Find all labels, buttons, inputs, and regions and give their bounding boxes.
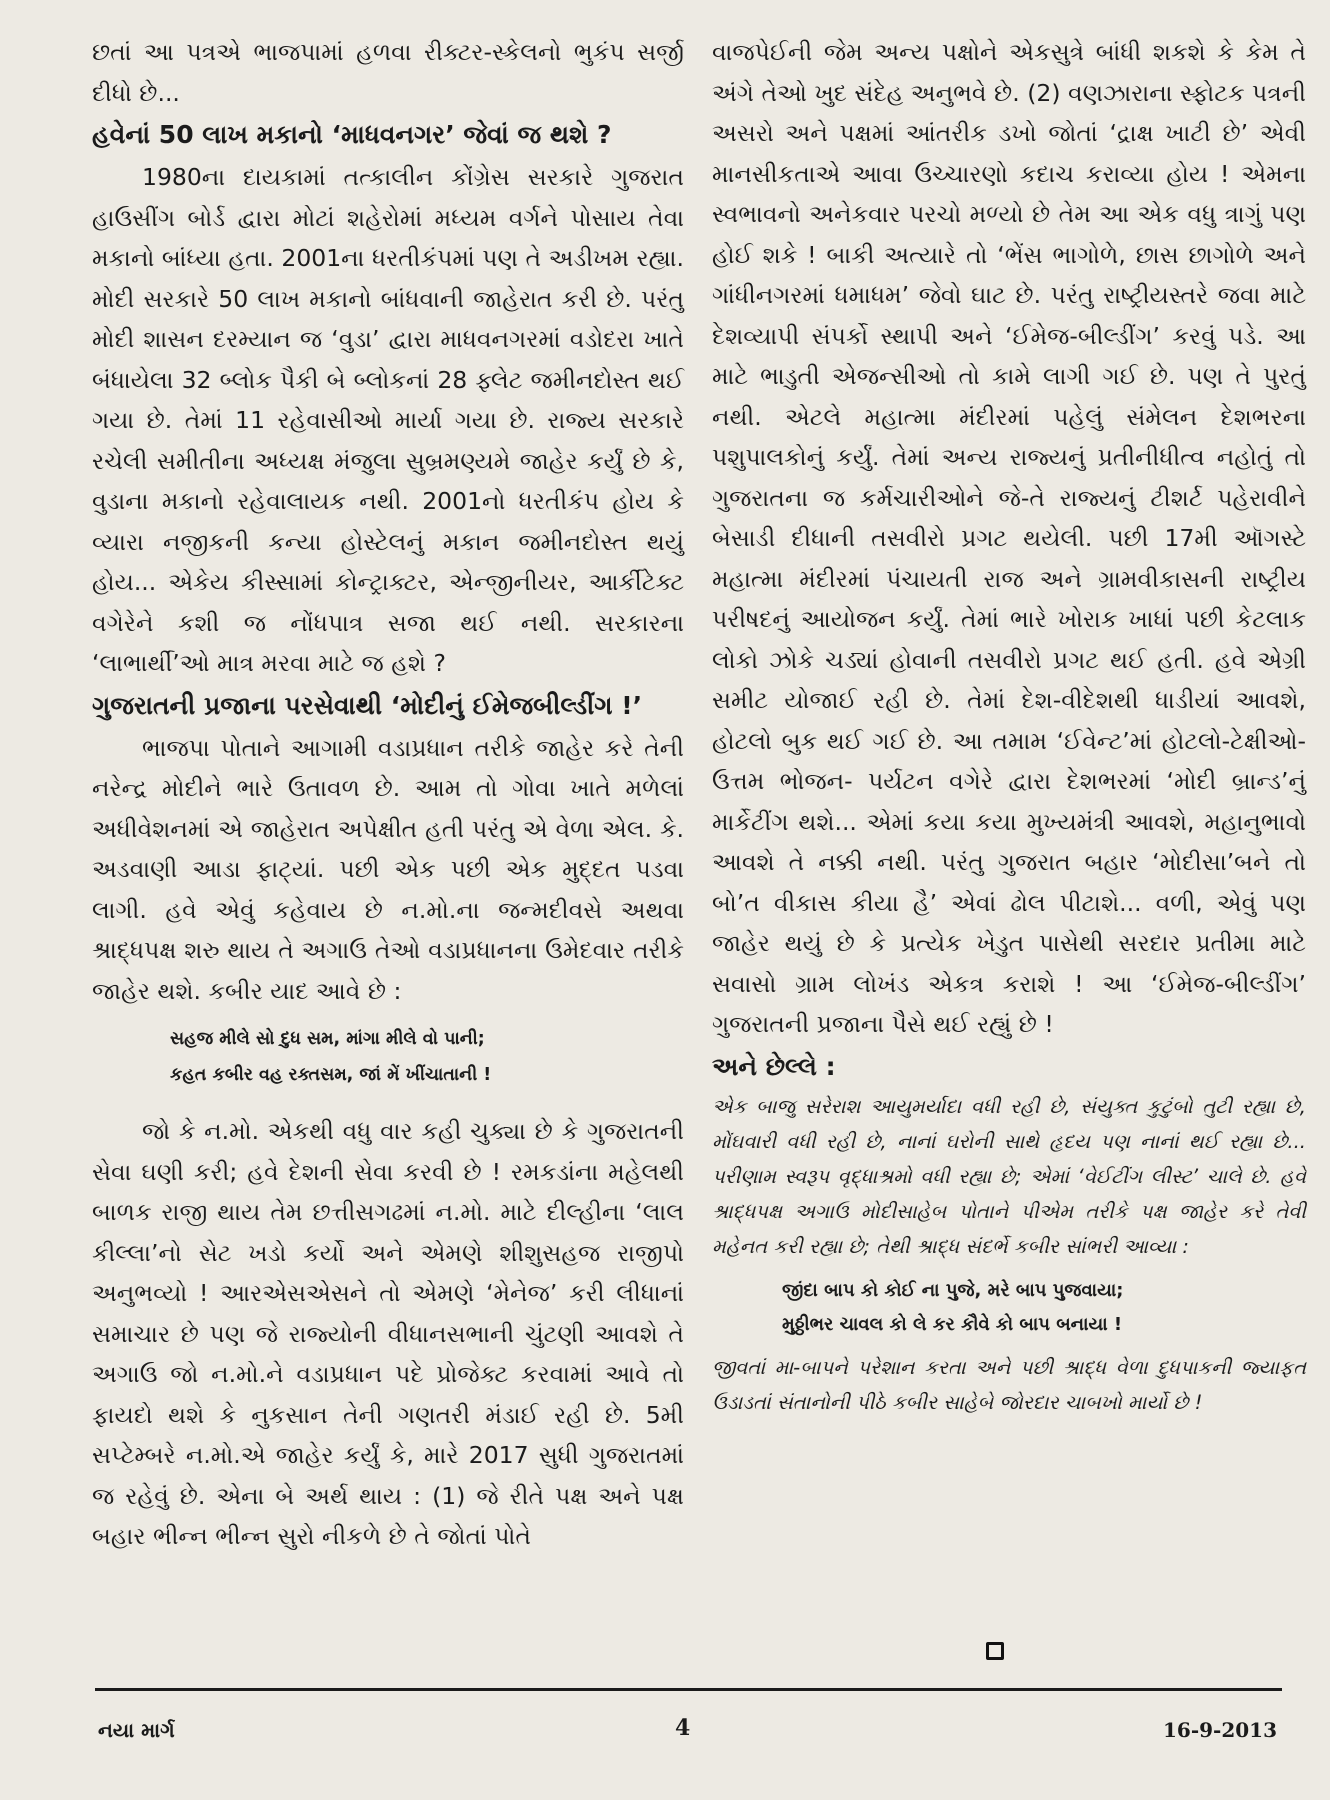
heading-madhavnagar: હવેનાં 50 લાખ મકાનો ‘માધવનગર’ જેવાં જ થશે ? [92, 120, 612, 149]
right-column [712, 32, 1306, 1420]
couplet-line-4: મુઠ્ઠીભર ચાવલ કો લે કર કૌવે કો બાપ બનાયા ! [782, 1313, 1123, 1335]
right-paragraph-1: વાજપેઈની જેમ અન્ય પક્ષોને એકસુત્રે બાંધી શકશે કે કેમ તે અંગે તેઓ ખુદ સંદેહ અનુભવે છે. (2) વણઝારાના સ્ફોટક પત્રની અસરો અને પક્ષમાં આંતરીક ડખો જોતાં ‘દ્રાક્ષ ખાટી છે’ એવી માનસીકતાએ આવા ઉચ્ચારણો કદાચ કરાવ્યા હોય ! એમના સ્વભાવનો અનેકવાર પરચો મળ્યો છે તેમ આ એક વધુ ત્રાગું પણ હોઈ શકે ! બાકી અત્યારે તો ‘ભેંસ ભાગોળે, છાસ છાગોળે અને ગાંધીનગરમાં ધમાધમ’ જેવો ઘાટ છે. પરંતુ રાષ્ટ્રીયસ્તરે જવા માટે દેશવ્યાપી સંપર્કો સ્થાપી અને ‘ઈમેજ-બીલ્ડીંગ’ કરવું પડે. આ માટે ભાડુતી એજન્સીઓ તો કામે લાગી ગઈ છે. પણ તે પુરતું નથી. એટલે મહાત્મા મંદીરમાં પહેલું સંમેલન દેશભરના પશુપાલકોનું કર્યું. તેમાં અન્ય રાજ્યનું પ્રતીનીધીત્વ નહોતું તો ગુજરાતના જ કર્મચારીઓને જે-તે રાજ્યનું ટીશર્ટ પહેરાવીને બેસાડી દીધાની તસવીરો પ્રગટ થયેલી. પછી 17મી ઑગસ્ટે મહાત્મા મંદીરમાં પંચાયતી રાજ અને ગ્રામવીકાસની રાષ્ટ્રીય પરીષદનું આયોજન કર્યું. તેમાં ભારે ખોરાક ખાધાં પછી કેટલાક લોકો ઝોકે ચડ્યાં હોવાની તસવીરો પ્રગટ થઈ હતી. હવે એગ્રી સમીટ યોજાઈ રહી છે. તેમાં દેશ-વીદેશથી ધાડીયાં આવશે, હોટલો બુક થઈ ગઈ છે. આ તમામ ‘ઈવેન્ટ’માં હોટલો-ટેક્ષીઓ-ઉત્તમ ભોજન- પર્યટન વગેરે દ્વારા દેશભરમાં ‘મોદી બ્રાન્ડ’નું માર્કેટીંગ થશે... એમાં કયા કયા મુખ્યમંત્રી આવશે, મહાનુભાવો આવશે તે નક્કી નથી. પરંતુ ગુજરાત બહાર ‘મોદીસા’બને તો બો’ત વીકાસ કીયા હૈ’ એવાં ઢોલ પીટાશે... વળી, એવું પણ જાહેર થયું છે કે પ્રત્યેક ખેડુત પાસેથી સરદાર પ્રતીમા માટે સવાસો ગ્રામ લોખંડ એકત્ર કરાશે ! આ ‘ઈમેજ-બીલ્ડીંગ’ ગુજરાતની પ્રજાના પૈસે થઈ રહ્યું છે ! [712, 38, 1306, 1038]
left-column [92, 32, 684, 1557]
page-number: 4 [675, 1715, 691, 1741]
left-paragraph-4: જો કે ન.મો. એકથી વધુ વાર કહી ચુક્યા છે કે ગુજરાતની સેવા ઘણી કરી; હવે દેશની સેવા કરવી છે ! રમકડાંના મહેલથી બાળક રાજી થાય તેમ છત્તીસગઢમાં ન.મો. માટે દીલ્હીના ‘લાલ કીલ્લા’નો સેટ ખડો કર્યો અને એમણે શીશુસહજ રાજીપો અનુભવ્યો ! આરએસએસને તો એમણે ‘મેનેજ’ કરી લીધાનાં સમાચાર છે પણ જે રાજ્યોની વીધાનસભાની ચુંટણી આવશે તે અગાઉ જો ન.મો.ને વડાપ્રધાન પદે પ્રોજેક્ટ કરવામાં આવે તો ફાયદો થશે કે નુકસાન તેની ગણતરી મંડાઈ રહી છે. 5મી સપ્ટેમ્બરે ન.મો.એ જાહેર કર્યું કે, મારે 2017 સુધી ગુજરાતમાં જ રહેવું છે. એના બે અર્થ થાય : (1) જે રીતે પક્ષ અને પક્ષ બહાર ભીન્ન ભીન્ન સુરો નીકળે છે તે જોતાં પોતે [92, 1117, 684, 1550]
couplet-line-1: સહજ મીલે સો દુધ સમ, માંગા મીલે વો પાની; [170, 1029, 485, 1049]
end-of-article-icon [986, 1642, 1004, 1660]
couplet-line-2: કહત કબીર વહ રક્તસમ, જાં મેં ખીંચાતાની ! [170, 1065, 492, 1085]
heading-ane-chhelle: અને છેલ્લે : [712, 1051, 836, 1081]
publication-name: નયા માર્ગ [98, 1718, 175, 1742]
issue-date: 16-9-2013 [1163, 1718, 1278, 1742]
footer-divider [95, 1688, 1282, 1691]
heading-image-building: ગુજરાતની પ્રજાના પરસેવાથી ‘મોદીનું ઈમેજબીલ્ડીંગ !’ [92, 690, 643, 720]
kabir-couplet-2 [782, 1274, 1306, 1342]
kabir-couplet-1 [170, 1021, 684, 1093]
left-paragraph-3: ભાજપા પોતાને આગામી વડાપ્રધાન તરીકે જાહેર કરે તેની નરેન્દ્ર મોદીને ભારે ઉતાવળ છે. આમ તો ગોવા ખાતે મળેલાં અધીવેશનમાં એ જાહેરાત અપેક્ષીત હતી પરંતુ એ વેળા એલ. કે. અડવાણી આડા ફાટ્યાં. પછી એક પછી એક મુદ્દત પડવા લાગી. હવે એવું કહેવાય છે ન.મો.ના જન્મદીવસે અથવા શ્રાદ્ધપક્ષ શરુ થાય તે અગાઉ તેઓ વડાપ્રધાનના ઉમેદવાર તરીકે જાહેર થશે. કબીર યાદ આવે છે : [92, 733, 684, 1005]
left-paragraph-1: છતાં આ પત્રએ ભાજપામાં હળવા રીક્ટર-સ્કેલનો ભુકંપ સર્જી દીધો છે... [92, 38, 684, 107]
closing-note-2: જીવતાં મા-બાપને પરેશાન કરતા અને પછી શ્રાદ્ધ વેળા દુધપાકની જ્યાફત ઉડાડતાં સંતાનોની પીઠે કબીર સાહેબે જોરદાર ચાબખો માર્યો છે ! [712, 1355, 1306, 1414]
closing-note-1: એક બાજુ સરેરાશ આયુમર્યાદા વધી રહી છે, સંયુક્ત કુટુંબો તુટી રહ્યા છે, મોંઘવારી વધી રહી છે, નાનાં ઘરોની સાથે હૃદય પણ નાનાં થઈ રહ્યા છે... પરીણામ સ્વરૂપ વૃદ્ધાશ્રમો વધી રહ્યા છે; એમાં ‘વેઈટીંગ લીસ્ટ’ ચાલે છે. હવે શ્રાદ્ધપક્ષ અગાઉ મોદીસાહેબ પોતાને પીએમ તરીકે પક્ષ જાહેર કરે તેવી મહેનત કરી રહ્યા છે; તેથી શ્રાદ્ધ સંદર્ભે કબીર સાંભરી આવ્યા : [712, 1094, 1306, 1258]
left-paragraph-2: 1980ના દાયકામાં તત્કાલીન કોંગ્રેસ સરકારે ગુજરાત હાઉસીંગ બોર્ડ દ્વારા મોટાં શહેરોમાં મધ્યમ વર્ગને પોસાય તેવા મકાનો બાંધ્યા હતા. 2001ના ધરતીકંપમાં પણ તે અડીખમ રહ્યા. મોદી સરકારે 50 લાખ મકાનો બાંધવાની જાહેરાત કરી છે. પરંતુ મોદી શાસન દરમ્યાન જ ‘વુડા’ દ્વારા માધવનગરમાં વડોદરા ખાતે બંધાયેલા 32 બ્લોક પૈકી બે બ્લોકનાં 28 ફ્લેટ જમીનદોસ્ત થઈ ગયા છે. તેમાં 11 રહેવાસીઓ માર્યા ગયા છે. રાજ્ય સરકારે રચેલી સમીતીના અધ્યક્ષ મંજુલા સુબ્રમણ્યમે જાહેર કર્યું છે કે, વુડાના મકાનો રહેવાલાયક નથી. 2001નો ધરતીકંપ હોય કે વ્યારા નજીકની કન્યા હોસ્ટેલનું મકાન જમીનદોસ્ત થયું હોય... એકેય કીસ્સામાં કોન્ટ્રાક્ટર, એન્જીનીયર, આર્કીટેક્ટ વગેરેને કશી જ નોંધપાત્ર સજા થઈ નથી. સરકારના ‘લાભાર્થી’ઓ માત્ર મરવા માટે જ હશે ? [92, 163, 684, 677]
couplet-line-3: જીંદા બાપ કો કોઈ ના પુજે, મરે બાપ પુજવાયા; [782, 1279, 1124, 1301]
